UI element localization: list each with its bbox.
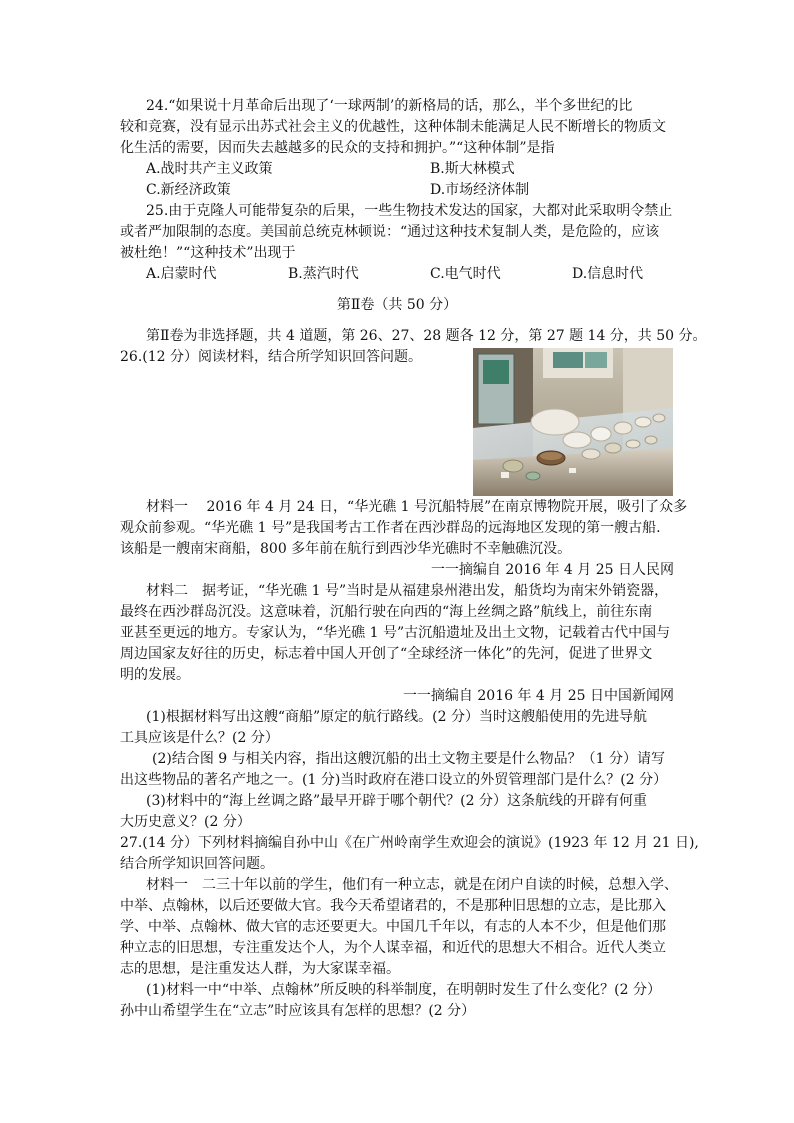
- q26-heading: 26.(12 分）阅读材料，结合所学知识回答问题。: [120, 349, 422, 365]
- q27-q1-line-2: 孙中山希望学生在“立志”时应该具有怎样的思想？(2 分）: [120, 1003, 476, 1019]
- q27-heading-line-2: 结合所学知识回答问题。: [120, 856, 274, 872]
- q27-q1-line-1: (1)材料一中“中举、点翰林”所反映的科举制度，在明朝时发生了什么变化？(2 分）: [146, 982, 661, 998]
- q26-m2-line-5: 明的发展。: [120, 667, 190, 683]
- q26-m1-source: 一一摘编自 2016 年 4 月 25 日人民网: [430, 562, 674, 578]
- q24-option-b: B.斯大林模式: [430, 161, 515, 177]
- q24-option-a: A.战时共产主义政策: [146, 161, 273, 177]
- q24-line-1: 24.“如果说十月革命后出现了‘一球两制’的新格局的话，那么，半个多世纪的比: [146, 98, 633, 114]
- shipwreck-exhibit-photo: [473, 348, 673, 496]
- q27-m1-line-1: 材料一 二三十年以前的学生，他们有一种立志，就是在闭户自读的时候，总想入学、: [146, 877, 678, 893]
- q25-line-2: 或者严加限制的态度。美国前总统克林顿说：“通过这种技术复制人类，是危险的，应该: [120, 224, 660, 240]
- q27-m1-line-5: 志的思想，是注重发达人群，为大家谋幸福。: [120, 961, 400, 977]
- q26-m2-line-2: 最终在西沙群岛沉没。这意味着，沉船行驶在向西的“海上丝绸之路”航线上，前往东南: [120, 604, 653, 620]
- q26-q3-line-2: 大历史意义？(2 分）: [120, 814, 251, 830]
- q26-q1-line-2: 工具应该是什么？(2 分）: [120, 730, 279, 746]
- q25-option-b: B.蒸汽时代: [288, 266, 359, 282]
- q26-m1-line-3: 该船是一艘南宋商船，800 多年前在航行到西沙华光礁时不幸触礁沉没。: [120, 541, 572, 557]
- q25-line-3: 被杜绝！”“这种技术”出现于: [120, 245, 296, 261]
- q26-q1-line-1: (1)根据材料写出这艘“商船”原定的航行路线。(2 分）当时这艘船使用的先进导航: [146, 709, 647, 725]
- q24-line-2: 较和竞赛，没有显示出苏式社会主义的优越性，这种体制未能满足人民不断增长的物质文: [120, 119, 666, 135]
- q25-line-1: 25.由于克隆人可能带复杂的后果，一些生物技术发达的国家，大都对此采取明令禁止: [146, 203, 673, 219]
- q24-option-c: C.新经济政策: [146, 182, 231, 198]
- section-intro: 第Ⅱ卷为非选择题，共 4 道题，第 26、27、28 题各 12 分，第 27 题 14 分，共 50 分。: [146, 328, 707, 344]
- q27-m1-line-3: 学、中举、点翰林、做大官的志还要更大。中国几千年以，有志的人本不少，但是他们那: [120, 919, 666, 935]
- q24-option-d: D.市场经济体制: [430, 182, 530, 198]
- q26-m1-line-1: 材料一 2016 年 4 月 24 日，“华光礁 1 号沉船特展”在南京博物院开展，吸引了众多: [146, 499, 688, 515]
- q27-heading-line-1: 27.(14 分）下列材料摘编自孙中山《在广州岭南学生欢迎会的演说》(1923 年 12 月 21 日),: [120, 835, 699, 851]
- q25-option-a: A.启蒙时代: [146, 266, 217, 282]
- q27-m1-line-4: 种立志的旧思想，专注重发达个人，为个人谋幸福，和近代的思想大不相合。近代人类立: [120, 940, 666, 956]
- section-title: 第Ⅱ卷（共 50 分）: [336, 297, 458, 313]
- q26-q2-line-1: (2)结合图 9 与相关内容，指出这艘沉船的出土文物主要是什么物品？（1 分）请写: [152, 751, 665, 767]
- q25-option-c: C.电气时代: [430, 266, 501, 282]
- q26-m2-line-4: 周边国家友好往的历史，标志着中国人开创了“全球经济一体化”的先河，促进了世界文: [120, 646, 653, 662]
- q27-m1-line-2: 中举、点翰林，以后还要做大官。我今天希望诸君的，不是那种旧思想的立志，是比那入: [120, 898, 666, 914]
- q26-m2-line-1: 材料二 据考证，“华光礁 1 号”当时是从福建泉州港出发，船货均为南宋外销瓷器，: [146, 583, 669, 599]
- q26-m2-line-3: 亚甚至更远的地方。专家认为，“华光礁 1 号”古沉船遗址及出土文物，记载着古代中国与: [120, 625, 671, 641]
- q26-q2-line-2: 出这些物品的著名产地之一。(1 分)当时政府在港口设立的外贸管理部门是什么？(2 分）: [120, 772, 668, 788]
- q25-option-d: D.信息时代: [572, 266, 644, 282]
- q24-line-3: 化生活的需要，因而失去越越多的民众的支持和拥护。”“这种体制”是指: [120, 140, 555, 156]
- q26-m1-line-2: 观众前参观。“华光礁 1 号”是我国考古工作者在西沙群岛的远海地区发现的第一艘古船.: [120, 520, 661, 536]
- q26-q3-line-1: (3)材料中的“海上丝调之路”最早开辟于哪个朝代？(2 分）这条航线的开辟有何重: [146, 793, 647, 809]
- q26-m2-source: 一一摘编自 2016 年 4 月 25 日中国新闻网: [402, 688, 674, 704]
